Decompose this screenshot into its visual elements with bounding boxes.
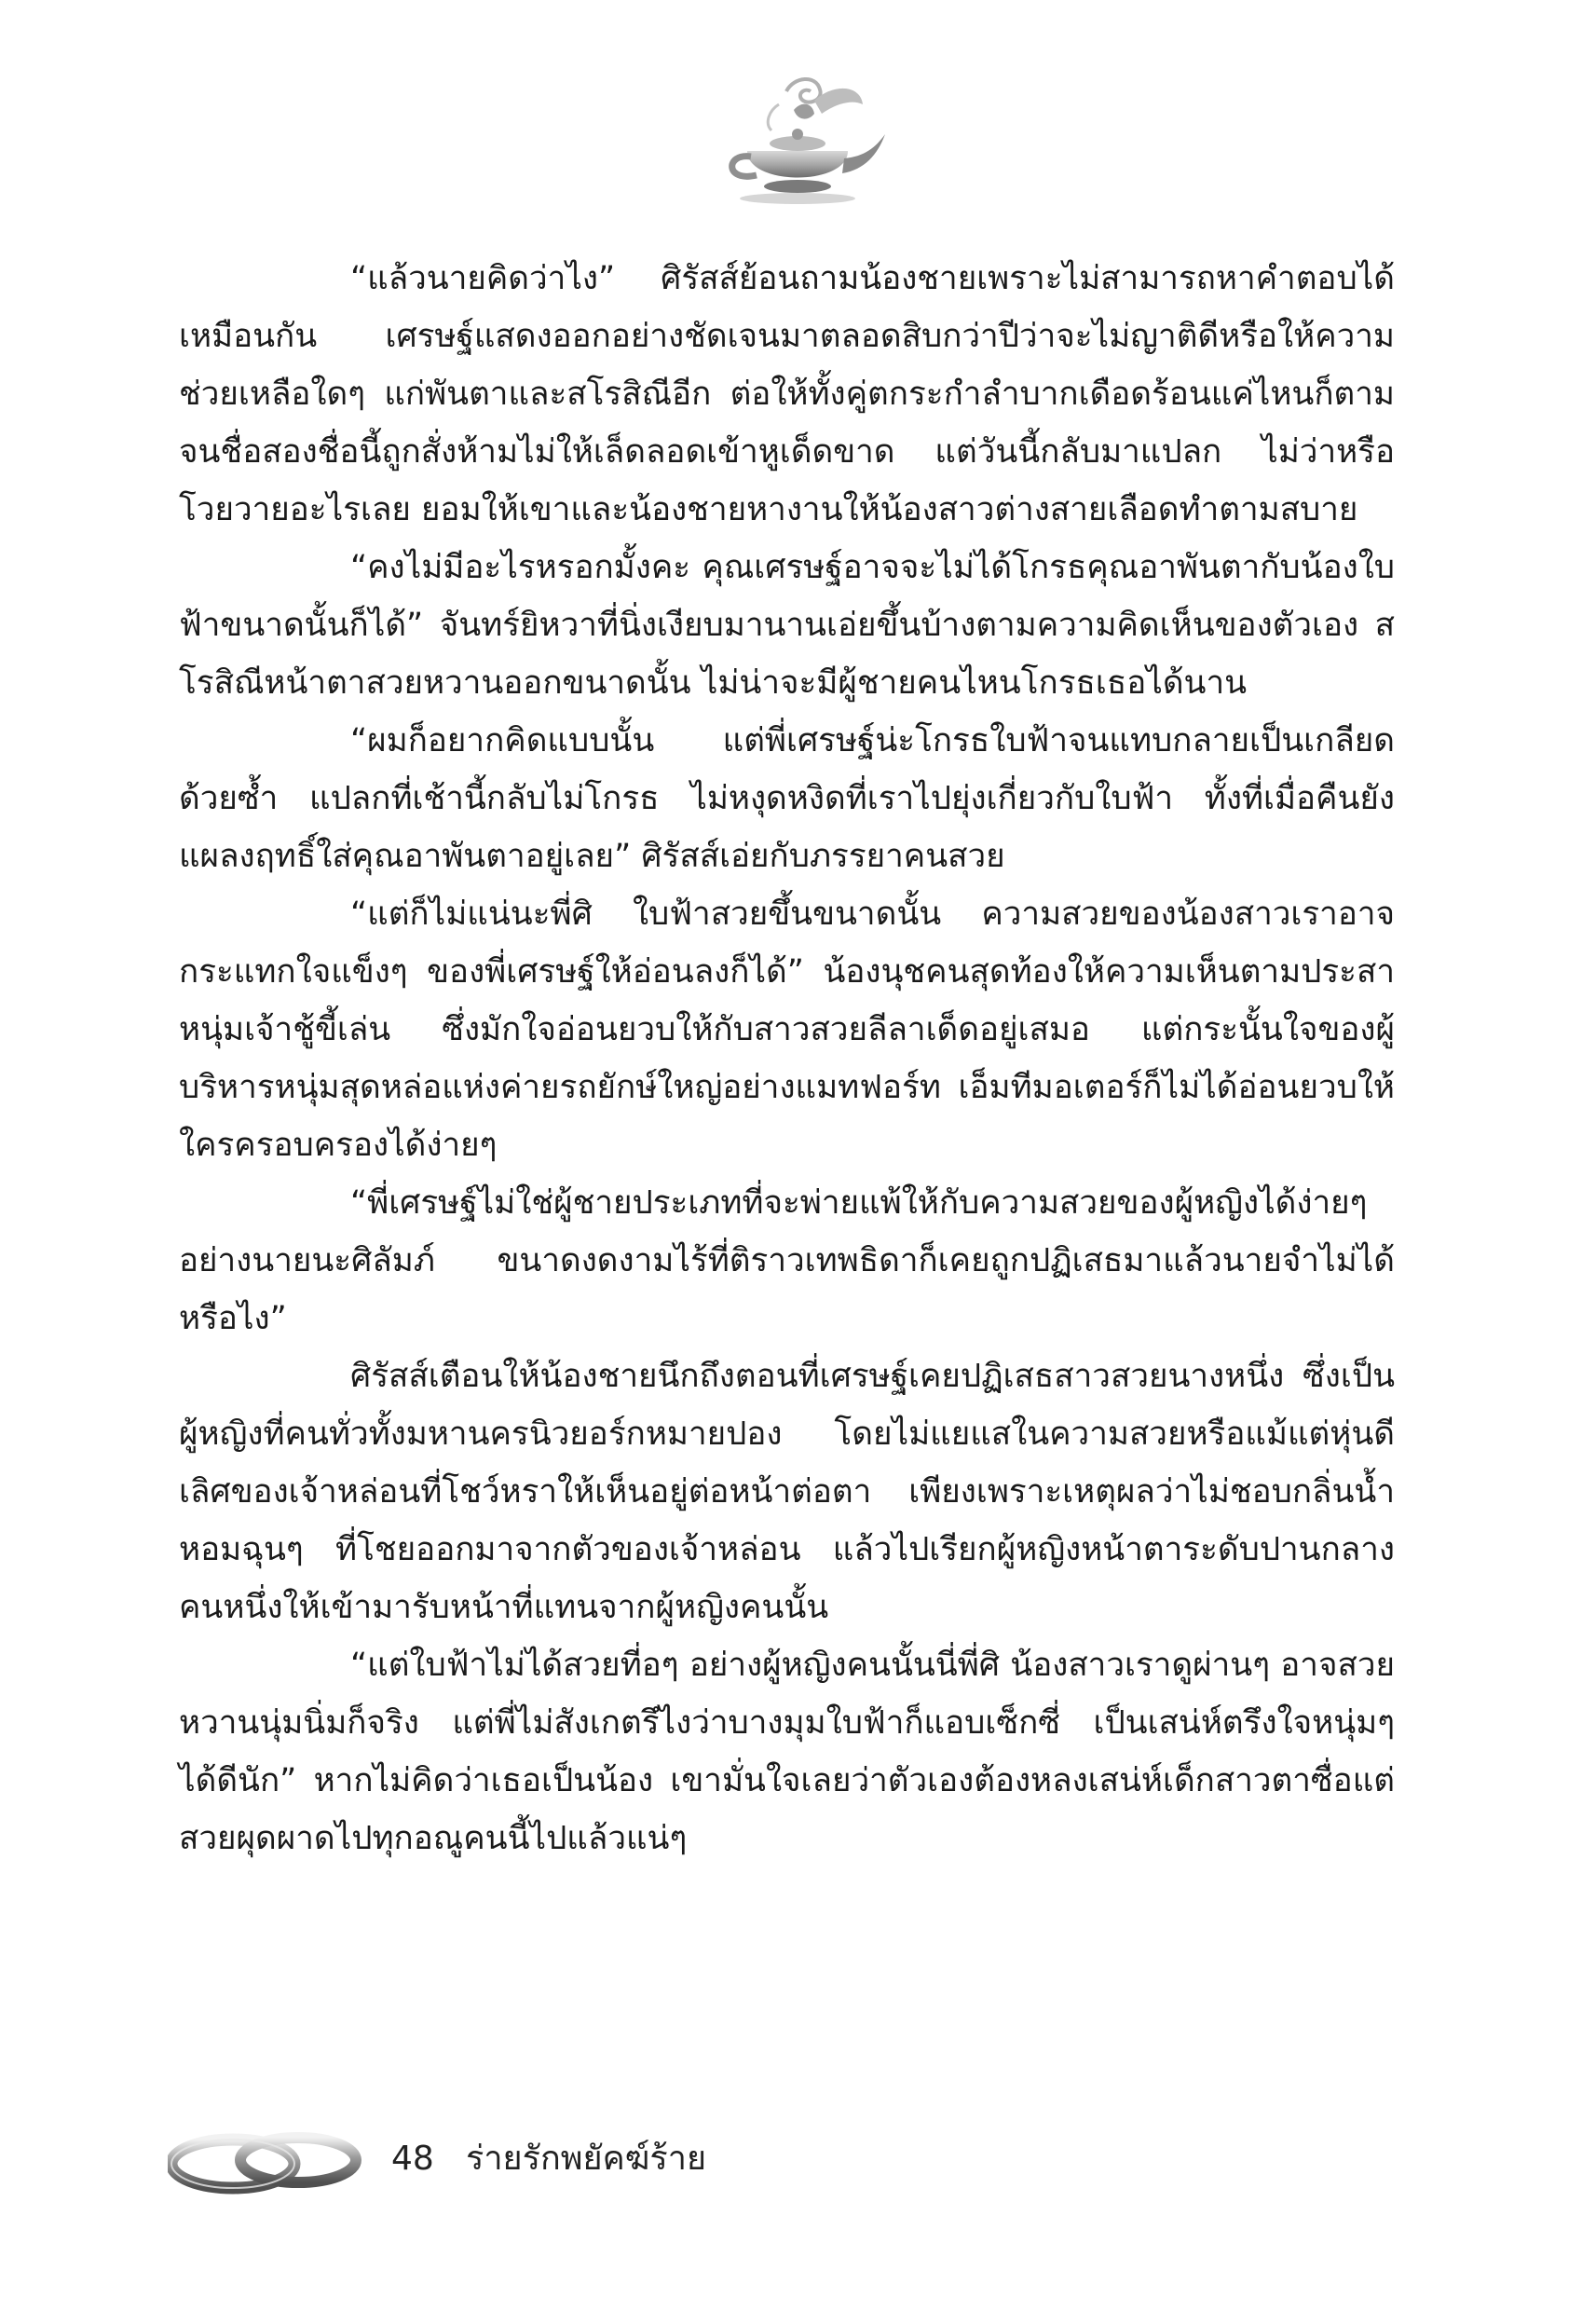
- paragraph: “แล้วนายคิดว่าไง” ศิรัสส์ย้อนถามน้องชายเพราะไม่สามารถหาคำตอบได้เหมือนกัน เศรษฐ์แสดงออกอย่างชัดเจนมาตลอดสิบกว่าปีว่าจะไม่ญาติดีหรือให้ความช่วยเหลือใดๆ แก่พันตาและสโรสิณีอีก ต่อให้ทั้งคู่ตกระกำลำบากเดือดร้อนแค่ไหนก็ตาม จนชื่อสองชื่อนี้ถูกสั่งห้ามไม่ให้เล็ดลอดเข้าหูเด็ดขาด แต่วันนี้กลับมาแปลก ไม่ว่าหรือโวยวายอะไรเลย ยอมให้เขาและน้องชายหางานให้น้องสาวต่างสายเลือดทำตามสบาย: [179, 260, 1395, 528]
- paragraph: “พี่เศรษฐ์ไม่ใช่ผู้ชายประเภทที่จะพ่ายแพ้ให้กับความสวยของผู้หญิงได้ง่ายๆ อย่างนายนะศิลัมภ์ ขนาดงดงามไร้ที่ติราวเทพธิดาก็เคยถูกปฏิเสธมาแล้วนายจำไม่ได้หรือไง”: [179, 1184, 1395, 1337]
- paragraph: ศิรัสส์เตือนให้น้องชายนึกถึงตอนที่เศรษฐ์เคยปฏิเสธสาวสวยนางหนึ่ง ซึ่งเป็นผู้หญิงที่คนทั่วทั้งมหานครนิวยอร์กหมายปอง โดยไม่แยแสในความสวยหรือแม้แต่หุ่นดีเลิศของเจ้าหล่อนที่โชว์หราให้เห็นอยู่ต่อหน้าต่อตา เพียงเพราะเหตุผลว่าไม่ชอบกลิ่นน้ำหอมฉุนๆ ที่โชยออกมาจากตัวของเจ้าหล่อน แล้วไปเรียกผู้หญิงหน้าตาระดับปานกลางคนหนึ่งให้เข้ามารับหน้าที่แทนจากผู้หญิงคนนั้น: [179, 1358, 1395, 1626]
- paragraph: “คงไม่มีอะไรหรอกมั้งคะ คุณเศรษฐ์อาจจะไม่ได้โกรธคุณอาพันตากับน้องใบฟ้าขนาดนั้นก็ได้” จันทร์ยิหวาที่นิ่งเงียบมานานเอ่ยขึ้นบ้างตามความคิดเห็นของตัวเอง สโรสิณีหน้าตาสวยหวานออกขนาดนั้น ไม่น่าจะมีผู้ชายคนไหนโกรธเธอได้นาน: [179, 549, 1395, 702]
- paragraph: “ผมก็อยากคิดแบบนั้น แต่พี่เศรษฐ์น่ะโกรธใบฟ้าจนแทบกลายเป็นเกลียดด้วยซ้ำ แปลกที่เช้านี้กลับไม่โกรธ ไม่หงุดหงิดที่เราไปยุ่งเกี่ยวกับใบฟ้า ทั้งที่เมื่อคืนยังแผลงฤทธิ์ใส่คุณอาพันตาอยู่เลย” ศิรัสส์เอ่ยกับภรรยาคนสวย: [179, 722, 1395, 875]
- page-footer: [168, 2117, 1006, 2201]
- body-text: [179, 250, 1395, 1867]
- paragraph: “แต่ก็ไม่แน่นะพี่ศิ ใบฟ้าสวยขึ้นขนาดนั้น ความสวยของน้องสาวเราอาจกระแทกใจแข็งๆ ของพี่เศรษฐ์ให้อ่อนลงก็ได้” น้องนุชคนสุดท้องให้ความเห็นตามประสาหนุ่มเจ้าชู้ขี้เล่น ซึ่งมักใจอ่อนยวบให้กับสาวสวยลีลาเด็ดอยู่เสมอ แต่กระนั้นใจของผู้บริหารหนุ่มสุดหล่อแห่งค่ายรถยักษ์ใหญ่อย่างแมทฟอร์ท เอ็มทีมอเตอร์ก็ไม่ได้อ่อนยวบให้ใครครอบครองได้ง่ายๆ: [179, 896, 1395, 1164]
- book-title: ร่ายรักพยัคฆ์ร้าย: [466, 2140, 707, 2178]
- paragraph: “แต่ใบฟ้าไม่ได้สวยที่อๆ อย่างผู้หญิงคนนั้นนี่พี่ศิ น้องสาวเราดูผ่านๆ อาจสวยหวานนุ่มนิ่มก็จริง แต่พี่ไม่สังเกตรึไงว่าบางมุมใบฟ้าก็แอบเซ็กซี่ เป็นเสน่ห์ตรึงใจหนุ่มๆ ได้ดีนัก” หากไม่คิดว่าเธอเป็นน้อง เขามั่นใจเลยว่าตัวเองต้องหลงเสน่ห์เด็กสาวตาซื่อแต่สวยผุดผาดไปทุกอณูคนนี้ไปแล้วแน่ๆ: [179, 1647, 1395, 1857]
- teapot-fairy-ornament-icon: [704, 73, 891, 212]
- page-number: 48: [391, 2140, 434, 2178]
- wedding-rings-icon: [168, 2117, 363, 2201]
